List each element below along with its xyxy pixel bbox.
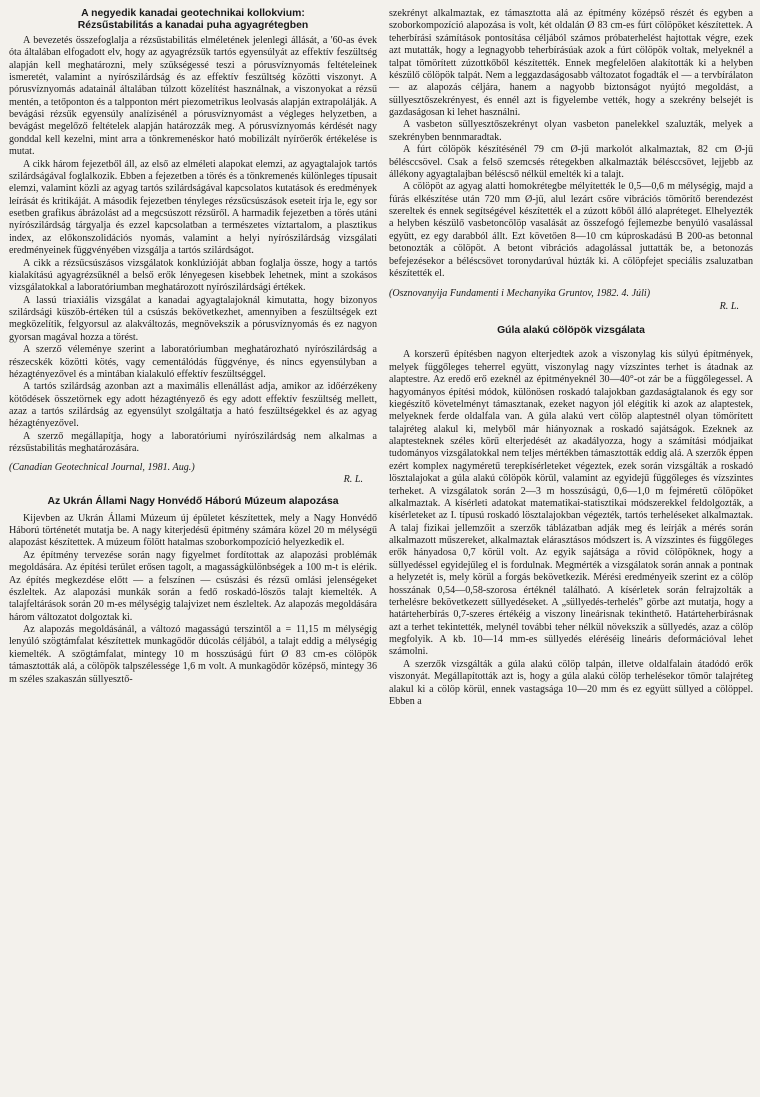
article2-author: R. L. xyxy=(719,300,739,312)
article1-paragraph: A szerző megállapítja, hogy a laboratóriumi nyírószilárdság nem alkalmas a rézsűstabilitás meghatározására. xyxy=(9,430,377,455)
article1-paragraph: A bevezetés összefoglalja a rézsűstabilitás elméletének jelenlegi állását, a '60-as évek óta általában elfogadott elv, hogy az agyagrézsűk tartós egyensúlyát az effektív feszültség alapján kell meghatározni, mely szükségessé teszi a pórusvíznyomás feltételeinek ismeretét, valamint a nyírószilárdság és az effektív feszültség közötti viszonyt. A pórusvíznyomás adatainál általában túlzott közelítést használnak, a viszonyokat a rézsű mentén, a tetőponton és a talpponton mért piezometrikus leolvasás alapján extrapolálják. A bevágási rézsűk egyensúly analízisénél a pórusvíznyomást a végleges helyzetben, a bevágást megelőző feltételek alapján határozzák meg. A pórusvíznyomás kérdését nagy gonddal kell kezelni, mint arra a tönkremenéskor ható mobilizált nyírőerők értékelése is mutat. xyxy=(9,34,377,158)
article1-paragraph: A cikk három fejezetből áll, az első az elméleti alapokat elemzi, az agyagtalajok tartós szilárdságával foglalkozik. Ebben a fejezetben a törés és a tönkremenés különleges típusait elemzi, valamint közli az agyag tartós szilárdságával kapcsolatos kutatások és eredmények leírását és kritikáját. A második fejezetben tényleges rézsűcsúszások eseteit írja le, egy sor esetben grafikus ábrázolást ad a megcsúszott rézsűről. A harmadik fejezetben a törés utáni nyírószilárdság tárgyalja és ezzel kapcsolatban a természetes víztartalom, a plasztikus index, az előkonszolidációs nyomás, valamint a helyi nyírószilárdság vizsgálati eredményeinek függvényében vizsgálja a tartós szilárdságot. xyxy=(9,158,377,257)
article1-subtitle: Rézsűstabilitás a kanadai puha agyagrétegben xyxy=(77,20,309,32)
article2-paragraph: szekrényt alkalmaztak, ez támasztotta alá az építmény középső részét és egyben a szoborkompozíció alapozása is volt, két oldalán Ø 83 cm-es fúrt cölöpöket készítettek. A teherbírási számítások pontosítása céljából számos próbaterhelést hajtottak végre, ezek azt mutatták, hogy a legnagyobb teherbírásúak azok a fúrt cölöpök voltak, melyeknél a talpat tömörített zúzottkőből készítették. Ennek megfelelően alakították ki a helyben készülő cölöpök talpát. Nem a leggazdaságosabb változatot fogadták el — a tervbírálaton — az alapozás céljára, hanem a nagyobb biztonságot nyújtó megoldást, a süllyesztőszekrényest, és ennél azt is figyelembe vették, hogy a szekrény belsejét is gazdaságosan ki lehet használni. xyxy=(389,8,753,118)
left-column xyxy=(9,8,377,1091)
article1-author: R. L. xyxy=(343,473,363,485)
article2-paragraph: A cölöpöt az agyag alatti homokrétegbe mélyítették le 0,5—0,6 m mélységig, majd a fúrás elkészítése után 720 mm Ø-jű, alul lezárt csőre vibrációs tömörítő berendezést szereltek és ennek segítségével készítették el a zúzott kőből álló alapréteget. Elhelyezték a helyben készülő vasbetoncölöp vasalását az összefogó fejlemezbe benyúló vasalással együtt, ez egy darabból állt. Ezt követően 8—10 cm kúproskadású B 200-as betonnal betonozták a cölöpöt. A betont vibrációs adagolással juttatták be, a betonozás befejezésekor a béléscsövet toronydarúval húzták ki. A cölöpfejet speciális zsaluzatban készítették el. xyxy=(389,181,753,279)
article2-source: (Osznovanyija Fundamenti i Mechanyika Gruntov, 1982. 4. Júli) xyxy=(389,288,651,300)
article1-paragraph: A cikk a rézsűcsúszásos vizsgálatok konklúzióját abban foglalja össze, hogy a tartós kialakítású agyagrézsűknél a belső erők lényegesen kisebbek lehetnek, mint a szokásos vizsgálatokkal a laboratóriumban meghatározott nyírószilárdsági értékek. xyxy=(9,257,377,294)
article3-paragraph: A korszerű építésben nagyon elterjedtek azok a viszonylag kis súlyú építmények, melyek függőleges teherrel együtt, viszonylag nagy vízszintes terhet is átadnak az alaptestre. Az eredő erő ezeknél az épitményeknél 30—40°-ot zár be a függőlegessel. A hagyományos építési módok, különösen roskadó talajokban gazdaságtalanok és egy sor kiegészítő követelményt támasztanak, ezeket nagyon jól elégítik ki azok az alaptestek, melyeknek ferde oldalfala van. A gúla alakú vert cölöp alaptestnél olyan tömörített talajréteg alakul ki, melyből már hiányoznak a roskadó sajátságok. Ezeknek az alaptesteknek széles körű elterjedését az akadályozza, hogy a számítási módjaikat tudományos vizsgálatokkal nem teljes mértékben támasztották eddig alá. A szerzők éppen ezért komplex nagyméretű terepkísérleteket végeztek, ezek során vizsgálták a roskadó lösztalajokat a gúla alakú cölöpök körül, valamint az egyidejű függőleges és vízszintes terheket. A vizsgálatok során 2—3 m hosszúságú, 0,6—1,0 m fejméretű cölöpöket alkalmaztak. A kísérleti adatokat matematikai-statisztikai módszerekkel feldolgozták, a kísérleteket az I. típusú roskadó lösztalajokban végezték, tartós terheléseket alkalmaztak. A talaj fizikai jellemzőit a szerzők táblázatban adják meg és leírják a mérés során alkalmazott műszereket, alkalmaztak elárasztásos módszert is. A vízszintes és függőleges erők hányadosa 0,7 körül volt. Az egyik sajátsága a rövid cölöpöknek, hogy a süllyedéssel egyidejűleg el is fordulnak. Megmérték a vizsgálatok során annak a pontnak a helyzetét is, mely körül a forgás bekövetkezik. Mérési eredményeik szerint ez a cölöp hosszának 0,54—0,58-szorosa értéknél található. A kísérletek során felrajzolták a terhelésre bekövetkezett süllyedéseket. A „süllyedés-terhelés” görbe azt mutatja, hogy a határteherbírás 0,7-szeres értékéig a viszony lineárisnak tekinthető. Határteherbírásnak azt a terhet tekintették, melynél további teher nélkül növekszik a süllyedés, azaz a cölöp megfolyik. A kb. 10—14 mm-es süllyedés eléréséig lineáris deformációval lehet számolni. xyxy=(389,349,753,658)
article2-paragraph: A vasbeton süllyesztőszekrényt olyan vasbeton panelekkel szaluzták, melyek a szekrényben bennmaradtak. xyxy=(389,119,753,143)
right-column xyxy=(389,8,753,1091)
article1-source: (Canadian Geotechnical Journal, 1981. Aug.) xyxy=(9,461,195,473)
article2-paragraph: Az építmény tervezése során nagy figyelmet fordítottak az alapozási problémák megoldására. Az építési terület erősen tagolt, a magasságkülönbségek a 100 m-t is elérik. Az építés megkezdése előtt — a felszínen — csúszási és rézsű omlási jelenségeket észleltek. Az alapozási munkák során a fedő roskadó-löszös talajt kiemelték. A talajfeltárások során 20 m-es mélységig talajvizet nem észleltek. Az alapozás megoldására három változatot dolgoztak ki. xyxy=(9,549,377,623)
article1-title: A negyedik kanadai geotechnikai kollokvium: xyxy=(81,8,305,19)
article3-paragraph: A szerzők vizsgálták a gúla alakú cölöp talpán, illetve oldalfalain átadódó erők viszonyát. Megállapították azt is, hogy a gúla alakú cölöp terhelésekor tömör talajréteg alakul ki a cölöp körül, ennek vastagsága 10—20 mm és ez együtt süllyed a cölöppel. Ebben a xyxy=(389,658,753,707)
article1-paragraph: A lassú triaxiális vizsgálat a kanadai agyagtalajoknál kimutatta, hogy bizonyos szilárdsági küszöb-értéken túl a csúszás bekövetkezhet, amennyiben a feszültségek ezt megközelítik, felgyorsul az alakváltozás, megnövekszik a pórusvíznyomás és ez nagyon gyorsan magával hozza a törést. xyxy=(9,294,377,343)
article2-title: Az Ukrán Állami Nagy Honvédő Háború Múzeum alapozása xyxy=(47,496,339,508)
article1-paragraph: A tartós szilárdság azonban azt a maximális ellenállást adja, amikor az időérzékeny kötődések összetörnek egy adott hézagtényező és egy adott effektív feszültség mellett, azaz a tartós szilárdság az egyensúlyt szolgáltatja a ható feszültségekkel és az agyag hézagtényezővel. xyxy=(9,381,377,430)
article3-title: Gúla alakú cölöpök vizsgálata xyxy=(497,325,645,336)
article2-paragraph: A fúrt cölöpök készítésénél 79 cm Ø-jű markolót alkalmaztak, 82 cm Ø-jű bélésccsövel. Csak a felső szemcsés rétegekben alkalmazták bélésccsövet, lejjebb az állékony agyagtalajban béléscső nélkül emelték ki a talajt. xyxy=(389,144,753,180)
article2-body xyxy=(9,513,377,686)
article3-body xyxy=(389,349,753,708)
article1-body xyxy=(9,35,377,456)
article2-paragraph: Az alapozás megoldásánál, a változó magasságú terszintől a = 11,15 m mélységig lenyúló szögtámfalat készítettek munkagödör dúcolás céljából, a talajt eddig a mélységig kiemelték. A szögtámfalat, mintegy 10 m hosszúságú fúrt Ø 83 cm-es cölöpök támasztották alá, a cölöpök talpszélessége 1,6 m volt. A munkagödör középső, mintegy 36 m széles szakaszán süllyesztő- xyxy=(9,624,377,685)
article2-paragraph: Kijevben az Ukrán Állami Múzeum új épületet készítettek, mely a Nagy Honvédő Háború történetét mutatja be. A nagy kiterjedésű épitmény számára közel 20 m mélységű alapozást készítettek. A múzeum fölött hatalmas szoborkompozíció helyezkedik el. xyxy=(9,512,377,549)
article2-continued-body xyxy=(389,8,753,280)
article1-paragraph: A szerző véleménye szerint a laboratóriumban meghatározható nyírószilárdság a részecskék közötti kötés, vagy cementálódás függvénye, és nincs egyensúlyban a hézagtényezővel és a mintában kialakuló effektív feszültséggel. xyxy=(9,344,377,380)
